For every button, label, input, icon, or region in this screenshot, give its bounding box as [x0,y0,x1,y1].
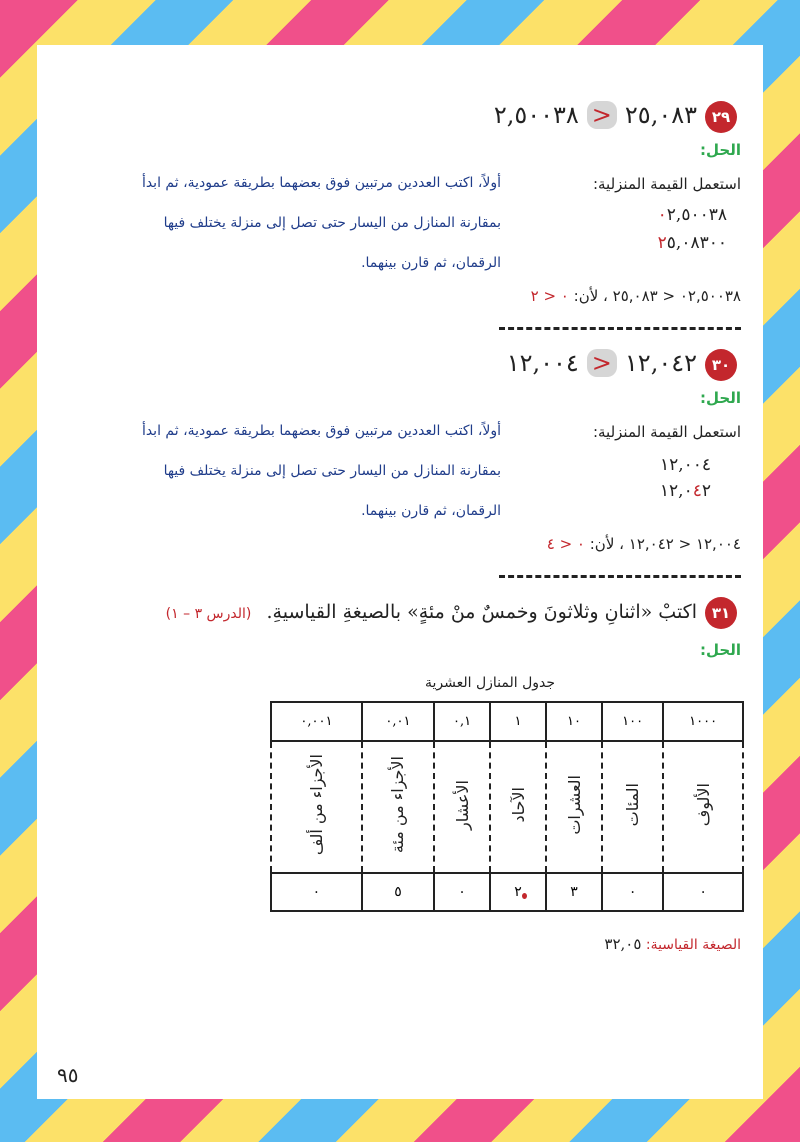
q30-instr-line2: بمقارنة المنازل من اليسار حتى تصل إلى منزلة يختلف فيها [163,463,501,479]
q29-right-number: ٢,٥٠٠٣٨ [493,101,579,129]
worksheet-page [37,45,763,1099]
digit-cell: ٠ [271,873,362,911]
digit-cell: ٠ [434,873,490,911]
q29-instr-line2: بمقارنة المنازل من اليسار حتى تصل إلى منزلة يختلف فيها [163,215,501,231]
q30-right-number: ١٢,٠٠٤ [506,349,579,377]
q31-lesson-ref: (الدرس ٣ – ١) [165,606,252,622]
name-cell: الأجزاء من ألف [271,741,362,873]
q29-aligned-number-2: ٢٥,٠٨٣٠٠ [657,233,727,253]
table-caption: جدول المنازل العشرية [425,675,556,691]
header-cell: ١٠ [546,702,602,741]
question-30-badge: ٣٠ [705,349,737,381]
q29-answer-text: ٠٢,٥٠٠٣٨ < ٢٥,٠٨٣ ، لأن: [573,287,741,305]
table-names-row [271,741,743,873]
name-cell: الأجزاء من مئة [362,741,434,873]
name-cell: الألوف [663,741,743,873]
header-cell: ١٠٠ [602,702,663,741]
q31-solution-label: الحل: [700,641,741,659]
name-cell: المئات [602,741,663,873]
table-header-row [271,702,743,741]
q30-answer-text: ١٢,٠٠٤ < ١٢,٠٤٢ ، لأن: [589,535,741,553]
q30-solution-label: الحل: [700,389,741,407]
q29-use-place-value: استعمل القيمة المنزلية: [592,175,741,193]
q30-aligned-number-1: ١٢,٠٠٤ [659,455,711,475]
header-cell: ٠,١ [434,702,490,741]
digit-cell: ٣ [546,873,602,911]
question-30-comparison [507,349,697,377]
q29-instructions [101,163,501,283]
q30-instr-line1: أولاً، اكتب العددين مرتبين فوق بعضهما بطريقة عمودية، ثم ابدأ [141,423,501,439]
q29-instr-line1: أولاً، اكتب العددين مرتبين فوق بعضهما بطريقة عمودية، ثم ابدأ [141,175,501,191]
q29-solution-label: الحل: [700,141,741,159]
q31-text: اكتبْ «اثنانِ وثلاثونَ وخمسٌ منْ مئةٍ» بالصيغةِ القياسيةِ. [266,601,697,623]
q30-left-number: ١٢,٠٤٢ [624,349,697,377]
divider [499,327,741,330]
q29-answer-reason: ٠ < ٢ [530,287,569,305]
question-29-badge: ٢٩ [705,101,737,133]
name-cell: الأعشار [434,741,490,873]
standard-form [604,935,741,953]
q29-aligned-number-1: ٠٢,٥٠٠٣٨ [657,205,727,225]
standard-form-label: الصيغة القياسية: [645,937,741,953]
q30-use-place-value: استعمل القيمة المنزلية: [592,423,741,441]
q29-left-number: ٢٥,٠٨٣ [624,101,697,129]
decimal-point-dot [522,893,527,899]
q29-answer [531,287,741,305]
standard-form-value: ٣٢,٠٥ [604,935,642,953]
name-cell: الآحاد [490,741,546,873]
header-cell: ٠,٠٠١ [271,702,362,741]
header-cell: ٠,٠١ [362,702,434,741]
digit-cell: ٥ [362,873,434,911]
q30-answer-reason: ٠ < ٤ [546,535,585,553]
digit-cell: ٠ [602,873,663,911]
divider [499,575,741,578]
header-cell: ١٠٠٠ [663,702,743,741]
header-cell: ١ [490,702,546,741]
place-value-table [270,701,744,912]
q30-aligned-number-2: ١٢,٠٤٢ [659,481,711,501]
q30-symbol: > [587,349,617,377]
q29-symbol: > [587,101,617,129]
table-digits-row [271,873,743,911]
name-cell: العشرات [546,741,602,873]
digit-cell: ٠ [663,873,743,911]
q29-instr-line3: الرقمان، ثم قارن بينهما. [361,255,501,271]
q30-answer [547,535,741,553]
digit-cell: ٢ [490,873,546,911]
question-31-badge: ٣١ [705,597,737,629]
question-29-comparison [494,101,697,129]
page-number: ٩٥ [57,1063,79,1087]
q30-instr-line3: الرقمان، ثم قارن بينهما. [361,503,501,519]
question-31-prompt [166,601,697,623]
q30-instructions [101,411,501,531]
